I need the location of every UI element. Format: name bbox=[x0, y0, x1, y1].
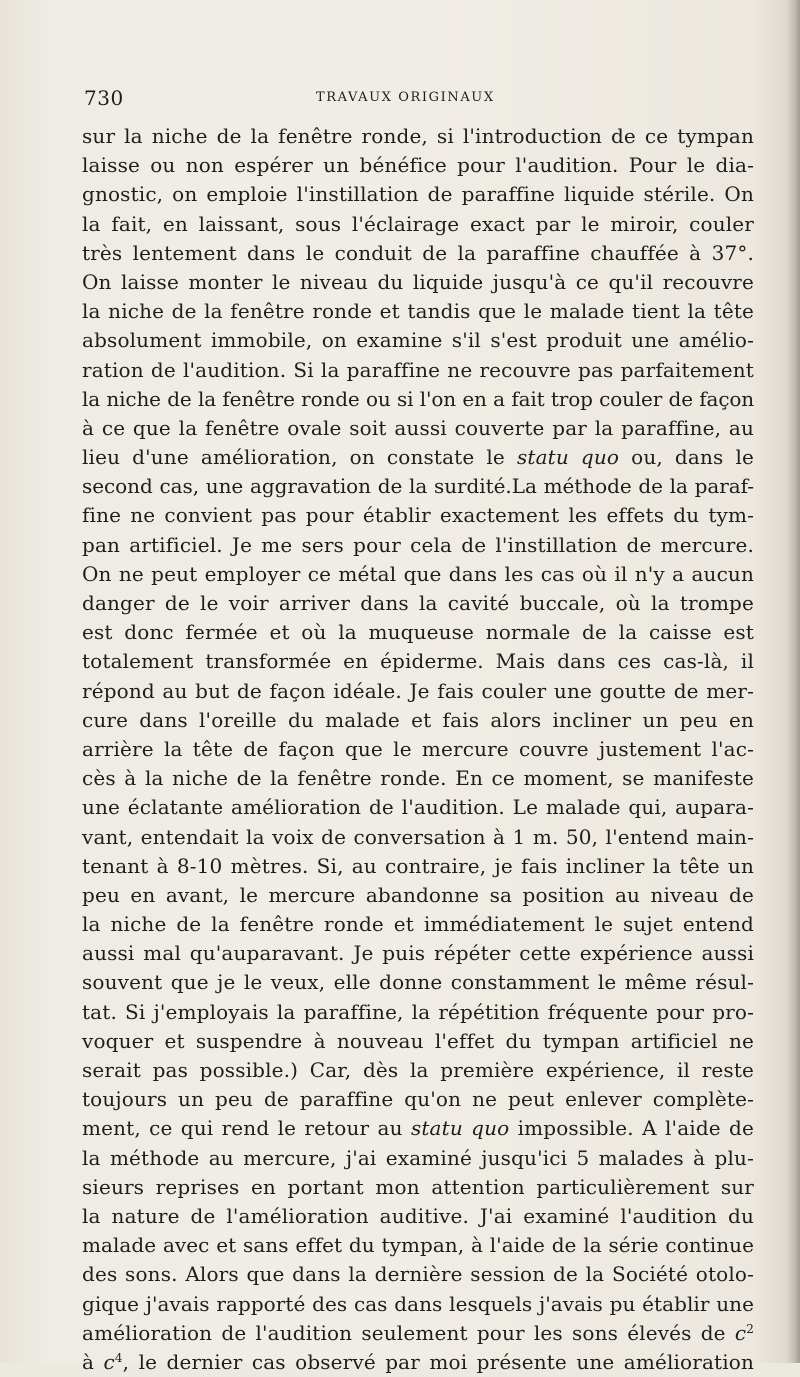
text-segment: lieu d'une amélioration, on constate le bbox=[82, 445, 517, 470]
text-line: cès à la niche de la fenêtre ronde. En ce moment, se manifeste bbox=[82, 766, 754, 791]
text-line: voquer et suspendre à nouveau l'effet du tympan artificiel ne bbox=[82, 1028, 754, 1053]
text-line: aussi mal qu'auparavant. Je puis répéter cette expérience aussi bbox=[82, 941, 754, 966]
text-line bbox=[82, 1114, 754, 1143]
text-line: second cas, une aggravation de la surdité.La méthode de la paraf- bbox=[82, 474, 754, 499]
text-segment: ou, dans le bbox=[619, 445, 754, 470]
text-line: arrière la tête de façon que le mercure couvre justement l'ac- bbox=[82, 736, 754, 761]
text-line: la niche de la fenêtre ronde et immédiatement le sujet entend bbox=[82, 912, 754, 937]
text-segment: ment, ce qui rend le retour au bbox=[82, 1116, 411, 1141]
text-line: la nature de l'amélioration auditive. J'ai examiné l'audition du bbox=[82, 1203, 754, 1228]
italic-term: c bbox=[734, 1320, 747, 1345]
text-line: peu en avant, le mercure abandonne sa position au niveau de bbox=[82, 882, 754, 907]
italic-term: c bbox=[103, 1349, 115, 1374]
text-line: est donc fermée et où la muqueuse normale de la caisse est bbox=[82, 620, 754, 645]
text-line: ration de l'audition. Si la paraffine ne recouvre pas parfaitement bbox=[82, 357, 754, 382]
italic-term: statu quo bbox=[516, 445, 620, 470]
page-edge-shadow bbox=[786, 0, 800, 1363]
page-header bbox=[84, 86, 754, 112]
superscript: 4 bbox=[114, 1350, 123, 1365]
text-line: répond au but de façon idéale. Je fais couler une goutte de mer- bbox=[82, 678, 754, 703]
text-line: sieurs reprises en portant mon attention particulièrement sur bbox=[82, 1174, 754, 1199]
text-line bbox=[82, 1319, 754, 1348]
text-line: danger de le voir arriver dans la cavité buccale, où la trompe bbox=[82, 591, 754, 615]
text-segment: amélioration de l'audition seulement pour les sons élevés de bbox=[82, 1320, 735, 1345]
text-line: la méthode au mercure, j'ai examiné jusqu'ici 5 malades à plu- bbox=[82, 1145, 754, 1170]
text-line: tenant à 8-10 mètres. Si, au contraire, je fais incliner la tête un bbox=[82, 853, 754, 878]
text-line: gique j'avais rapporté des cas dans lesquels j'avais pu établir une bbox=[82, 1291, 754, 1316]
text-line: laisse ou non espérer un bénéfice pour l'audition. Pour le dia- bbox=[82, 153, 754, 178]
text-line: à ce que la fenêtre ovale soit aussi couverte par la paraffine, au bbox=[82, 415, 754, 440]
text-line: pan artificiel. Je me sers pour cela de l'instillation de mercure. bbox=[82, 532, 754, 557]
text-line: souvent que je le veux, elle donne constamment le même résul- bbox=[82, 970, 754, 995]
text-line: une éclatante amélioration de l'audition. Le malade qui, aupara- bbox=[82, 795, 754, 820]
text-line: la niche de la fenêtre ronde et tandis que le malade tient la tête bbox=[82, 299, 754, 324]
running-title: TRAVAUX ORIGINAUX bbox=[316, 90, 495, 105]
text-line: serait pas possible.) Car, dès la première expérience, il reste bbox=[82, 1058, 754, 1082]
text-line: tat. Si j'employais la paraffine, la répétition fréquente pour pro- bbox=[82, 999, 754, 1024]
text-line: gnostic, on emploie l'instillation de paraffine liquide stérile. On bbox=[82, 182, 754, 207]
text-line: des sons. Alors que dans la dernière session de la Société otolo- bbox=[82, 1262, 754, 1287]
text-segment: à bbox=[82, 1349, 104, 1374]
text-line bbox=[82, 1348, 754, 1377]
text-line: toujours un peu de paraffine qu'on ne peut enlever complète- bbox=[82, 1087, 754, 1112]
text-line: vant, entendait la voix de conversation à 1 m. 50, l'entend main- bbox=[82, 824, 754, 849]
text-line: très lentement dans le conduit de la paraffine chauffée à 37°. bbox=[82, 240, 754, 265]
text-line: cure dans l'oreille du malade et fais alors incliner un peu en bbox=[82, 707, 754, 732]
superscript: 2 bbox=[746, 1321, 754, 1336]
text-segment: impossible. A l'aide de bbox=[509, 1116, 754, 1141]
text-line bbox=[82, 443, 754, 472]
text-line: sur la niche de la fenêtre ronde, si l'introduction de ce tympan bbox=[82, 124, 754, 148]
text-line: totalement transformée en épiderme. Mais dans ces cas-là, il bbox=[82, 649, 754, 674]
text-line: On ne peut employer ce métal que dans les cas où il n'y a aucun bbox=[82, 561, 754, 586]
text-line: absolument immobile, on examine s'il s'est produit une amélio- bbox=[82, 328, 754, 353]
text-line: On laisse monter le niveau du liquide jusqu'à ce qu'il recouvre bbox=[82, 269, 754, 294]
page-number: 730 bbox=[84, 86, 124, 110]
text-line: fine ne convient pas pour établir exactement les effets du tym- bbox=[82, 503, 754, 528]
text-line: la niche de la fenêtre ronde ou si l'on en a fait trop couler de façon bbox=[82, 386, 754, 411]
text-segment: , le dernier cas observé par moi présente une amélioration bbox=[122, 1349, 754, 1374]
text-line: la fait, en laissant, sous l'éclairage exact par le miroir, couler bbox=[82, 211, 754, 236]
body-paragraph bbox=[82, 122, 754, 1377]
italic-term: statu quo bbox=[410, 1116, 510, 1141]
text-line: malade avec et sans effet du tympan, à l'aide de la série continue bbox=[82, 1233, 754, 1258]
